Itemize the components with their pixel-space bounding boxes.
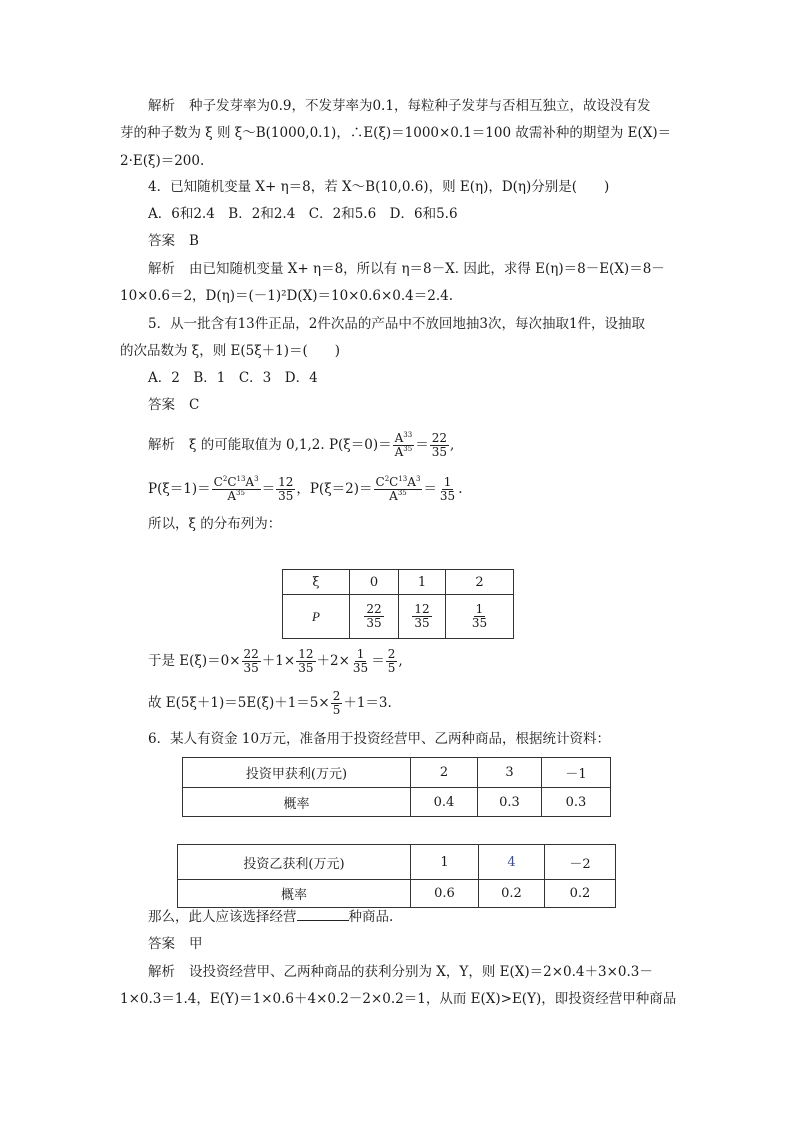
table-cell: [350, 595, 399, 639]
fraction: $\frac{C^2C^{13}A^3}{A^{35}}$: [213, 475, 259, 503]
q5-p1-text: P(ξ＝1)＝: [148, 481, 211, 497]
q5-answer: C: [189, 397, 200, 413]
solution-label: 解析: [148, 98, 175, 114]
table-cell: 1: [411, 845, 479, 880]
table-cell: [446, 595, 514, 639]
answer-label: 答案: [148, 397, 175, 413]
fraction: $\frac{1}{35}$: [439, 475, 456, 503]
q5-options: A．2 B．1 C．3 D．4: [148, 370, 318, 386]
q6-ask-prefix: 那么，此人应该选择经营: [148, 909, 297, 925]
table-cell: 0.4: [411, 788, 478, 817]
q6-answer-line: [148, 934, 203, 954]
solution-label: 解析: [148, 964, 175, 980]
fraction: $\frac{12}{35}$: [278, 475, 294, 503]
table-cell: 1: [399, 570, 446, 595]
table-cell: 0.2: [545, 880, 616, 908]
q5-p2-text: ，P(ξ＝2)＝: [296, 481, 373, 497]
table-header: 投资甲获利(万元): [183, 758, 411, 788]
table-cell: 0: [350, 570, 399, 595]
q5-distribution-table: [282, 569, 514, 639]
table-cell: 2: [411, 758, 478, 788]
q6-question-line: [148, 907, 393, 927]
q5-stem-1: 5．从一批含有13件正品，2件次品的产品中不放回地抽3次，每次抽取1件，设抽取: [148, 316, 646, 332]
table-row-label: 概率: [183, 788, 411, 817]
q5-p0-text: ξ 的可能取值为 0,1,2. P(ξ＝0)＝: [189, 437, 392, 453]
fraction: $\frac{C^2C^{13}A^3}{A^{35}}$: [375, 475, 421, 503]
table-cell: 2: [446, 570, 514, 595]
table-cell: －2: [545, 845, 616, 880]
q4-options: A．6和2.4 B．2和2.4 C．2和5.6 D．6和5.6: [148, 206, 458, 222]
fraction: $\frac{22}{35}$: [431, 431, 447, 459]
table-header: 投资乙获利(万元): [178, 845, 411, 880]
q5-dist-text: 所以，ξ 的分布列为：: [148, 516, 282, 532]
table-cell: 0.6: [411, 880, 479, 908]
solution-label: 解析: [148, 437, 175, 453]
q6-solution-text: 设投资经营甲、乙两种商品的获利分别为 X，Y，则 E(X)＝2×0.4＋3×0.3－: [189, 964, 653, 980]
solution-label: 解析: [148, 261, 175, 277]
table-cell: 0.3: [542, 788, 611, 817]
frac-den: 35: [366, 616, 382, 630]
q6-answer: 甲: [189, 936, 203, 952]
frac-den: 35: [471, 616, 488, 630]
q6-solution-line-1: [148, 962, 653, 982]
q4-solution-line-2: 10×0.6＝2，D(η)＝(－1)²D(X)＝10×0.6×0.4＝2.4.: [120, 288, 453, 304]
q6-table-b: [177, 844, 616, 908]
table-cell: [399, 595, 446, 639]
table-header-xi: ξ: [283, 570, 350, 595]
q5-answer-line: [148, 395, 199, 415]
q5-solution-line-2: P(ξ＝1)＝ $\frac{C^2C^{13}A^3}{A^{35}}$ ＝ $\frac{12}{35}$ ，P(ξ＝2)＝ $\frac{C^2C^{13}A^3}{A^{35}}$ ＝ $\frac{1}{35}$ .: [148, 475, 463, 503]
q6-table-a: [182, 757, 611, 817]
q4-stem: 4．已知随机变量 X+ η＝8，若 X～B(10,0.6)，则 E(η)，D(η)分别是( ): [148, 179, 610, 195]
table-header-p: [283, 595, 350, 639]
q6-solution-line-2: 1×0.3＝1.4，E(Y)＝1×0.6＋4×0.2－2×0.2＝1，从而 E(X)>E(Y)，即投资经营甲种商品: [120, 991, 677, 1007]
frac-den: 35: [414, 616, 430, 630]
table-cell: 0.3: [478, 788, 542, 817]
answer-label: 答案: [148, 936, 175, 952]
q5-solution-line-1: 解析 ξ 的可能取值为 0,1,2. P(ξ＝0)＝ $\frac{A^{33}}{A^{35}}$ ＝ $\frac{22}{35}$ ,: [148, 431, 455, 459]
q5-final-line: 故 E(5ξ＋1)＝5E(ξ)＋1＝5× $\frac{2}{5}$ ＋1＝3.: [148, 689, 392, 717]
intro-line-1: [148, 96, 650, 116]
table-cell: 3: [478, 758, 542, 788]
p-symbol: P: [312, 608, 320, 624]
q6-stem: 6．某人有资金 10万元，准备用于投资经营甲、乙两种商品，根据统计资料：: [148, 731, 611, 747]
intro-line-3: 2·E(ξ)＝200.: [120, 153, 205, 169]
q5-stem-2: 的次品数为 ξ，则 E(5ξ＋1)＝( ): [120, 343, 341, 359]
q5-exp2-prefix: 故 E(5ξ＋1)＝5E(ξ)＋1＝5×: [148, 695, 330, 711]
q5-expectation-line: 于是 E(ξ)＝0× $\frac{22}{35}$ ＋1× $\frac{12}{35}$ ＋2× $\frac{1}{35}$ ＝ $\frac{2}{5}$ ,: [148, 647, 403, 675]
table-cell: －1: [542, 758, 611, 788]
table-cell: 0.2: [479, 880, 545, 908]
intro-text-1: 种子发芽率为0.9，不发芽率为0.1，每粒种子发芽与否相互独立，故设没有发: [189, 98, 651, 114]
fill-blank: [297, 908, 349, 921]
q4-answer-line: [148, 231, 199, 251]
fraction: $\frac{A^{33}}{A^{35}}$: [394, 431, 413, 459]
q4-solution-text: 由已知随机变量 X+ η＝8，所以有 η＝8－X. 因此，求得 E(η)＝8－E(X)＝8－: [189, 261, 665, 277]
q6-ask-suffix: 种商品.: [348, 909, 394, 925]
frac-num: 1: [475, 602, 484, 616]
frac-num: 22: [366, 602, 382, 616]
table-row-label: 概率: [178, 880, 411, 908]
table-cell: 4: [479, 845, 545, 880]
q5-exp-prefix: 于是 E(ξ)＝0×: [148, 653, 241, 669]
q4-answer: B: [189, 233, 199, 249]
q5-exp2-suffix: ＋1＝3.: [343, 695, 392, 711]
q4-solution-line-1: [148, 259, 665, 279]
frac-num: 12: [414, 602, 430, 616]
intro-line-2: 芽的种子数为 ξ 则 ξ～B(1000,0.1)，∴E(ξ)＝1000×0.1＝100 故需补种的期望为 E(X)＝: [120, 125, 672, 141]
answer-label: 答案: [148, 233, 175, 249]
